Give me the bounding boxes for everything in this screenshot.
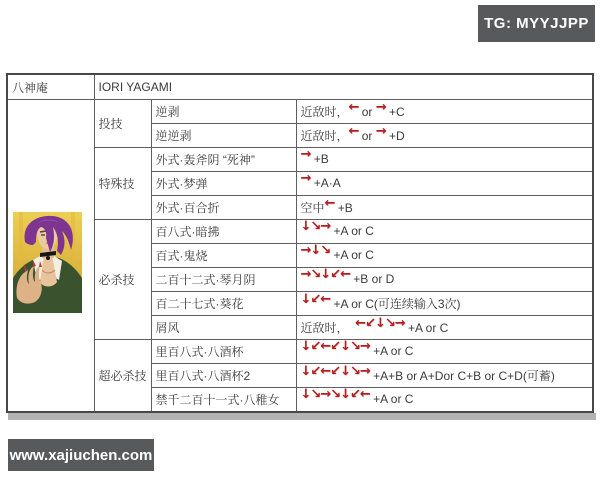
move-name: 外式·百合折 (151, 196, 296, 220)
move-name: 屑风 (151, 316, 296, 340)
tg-watermark-text: TG: MYYJJPP (484, 15, 589, 32)
move-name: 里百八式·八酒杯 (151, 340, 296, 364)
move-name: 里百八式·八酒杯2 (151, 364, 296, 388)
character-portrait (13, 212, 82, 313)
move-name: 二百十二式·琴月阴 (151, 268, 296, 292)
input-arrows: →↘↓↙← (300, 267, 350, 282)
move-command (296, 268, 593, 292)
move-row (7, 220, 593, 244)
command-text: +A or C(可连续输入3次) (330, 297, 461, 311)
command-text: +D (385, 129, 405, 143)
input-arrows: ↓↘→↘↓↙← (300, 387, 370, 402)
move-row (7, 100, 593, 124)
site-watermark-text: www.xajiuchen.com (9, 446, 153, 464)
move-name: 外式·轰斧阴 “死神” (151, 148, 296, 172)
move-command (296, 340, 593, 364)
move-command (296, 220, 593, 244)
move-command (296, 196, 593, 220)
command-text: +A·A (310, 176, 341, 190)
input-arrows: → (375, 100, 386, 115)
move-category: 投技 (94, 100, 151, 148)
command-text: +A or C (330, 248, 374, 262)
move-row (7, 148, 593, 172)
command-text: 近敌时， (300, 129, 349, 143)
move-name: 外式·梦弹 (151, 172, 296, 196)
input-arrows: → (300, 171, 311, 186)
input-arrows: ↓↙←↙↓↘→ (300, 339, 370, 354)
tg-watermark-badge (478, 5, 595, 42)
input-arrows: ←↙↓↘→ (355, 316, 405, 331)
move-name: 逆逆剥 (151, 124, 296, 148)
move-command (296, 292, 593, 316)
input-arrows: ← (348, 100, 359, 115)
move-command (296, 148, 593, 172)
separator-band (8, 413, 596, 420)
command-text: +A or C (369, 392, 414, 406)
input-arrows: ↓↘→ (300, 219, 331, 234)
move-command (296, 100, 593, 124)
move-name: 百八式·暗拂 (151, 220, 296, 244)
move-category: 超必杀技 (94, 340, 151, 413)
input-arrows: ← (324, 196, 335, 211)
input-arrows: →↓↘ (300, 243, 331, 258)
move-command (296, 364, 593, 388)
site-watermark-badge (8, 439, 154, 471)
move-name: 禁千二百十一式·八稚女 (151, 388, 296, 413)
command-text: 空中 (300, 201, 325, 215)
character-name-cn: 八神庵 (7, 74, 94, 100)
input-arrows: → (375, 124, 386, 139)
command-text: +B (334, 201, 353, 215)
character-portrait-cell (7, 100, 94, 413)
move-name: 百式·鬼烧 (151, 244, 296, 268)
command-text: 近敌时， (300, 321, 356, 335)
command-text: +B or D (349, 272, 395, 286)
command-text: 近敌时， (300, 105, 349, 119)
command-text: or (358, 129, 376, 143)
move-row (7, 340, 593, 364)
move-category: 必杀技 (94, 220, 151, 340)
input-arrows: ↓↙← (300, 292, 331, 307)
move-rows (7, 74, 593, 412)
input-arrows: ↓↙←↙↓↘→ (300, 364, 370, 379)
character-name-en: IORI YAGAMI (94, 74, 593, 100)
move-list-table (6, 73, 594, 413)
move-name: 百二十七式·葵花 (151, 292, 296, 316)
input-arrows: ← (348, 124, 359, 139)
move-command (296, 124, 593, 148)
command-text: +C (385, 105, 405, 119)
command-text: +A or C (369, 344, 414, 358)
move-command (296, 172, 593, 196)
table-header-row (7, 74, 593, 100)
move-category: 特殊技 (94, 148, 151, 220)
input-arrows: → (300, 147, 311, 162)
command-text: +A or C (404, 321, 449, 335)
move-command (296, 388, 593, 413)
move-command (296, 316, 593, 340)
move-name: 逆剥 (151, 100, 296, 124)
command-text: +B (310, 152, 329, 166)
command-text: +A or C (330, 224, 374, 238)
command-text: +A+B or A+Dor C+B or C+D(可蓄) (369, 369, 555, 383)
move-command (296, 244, 593, 268)
command-text: or (358, 105, 376, 119)
